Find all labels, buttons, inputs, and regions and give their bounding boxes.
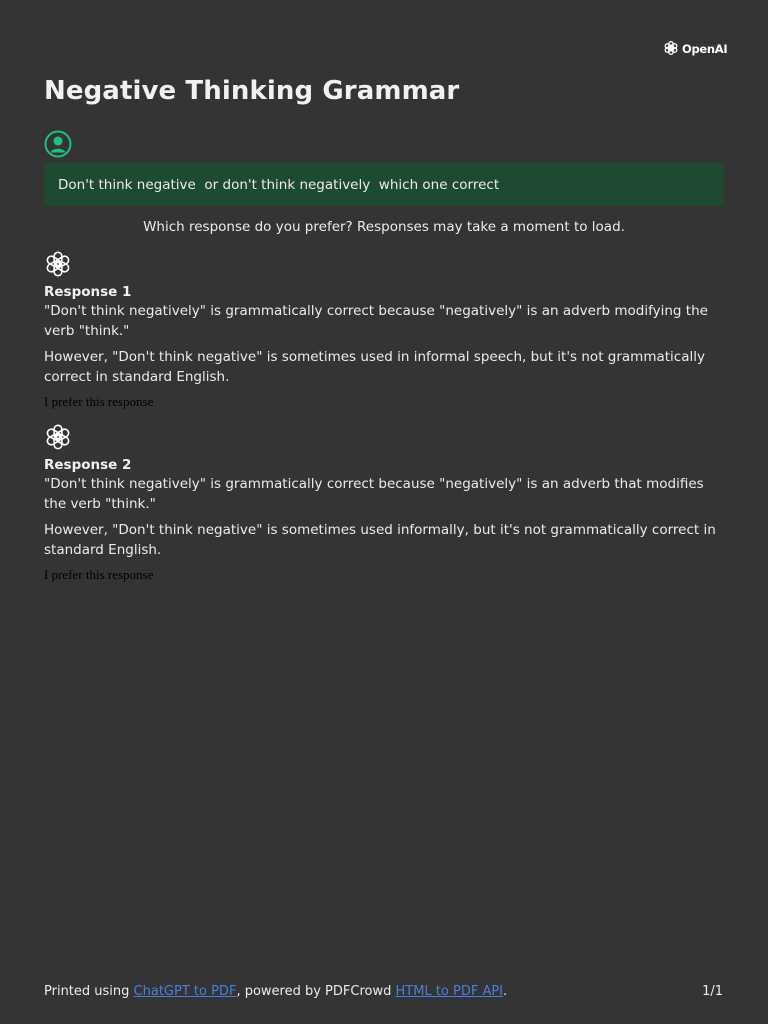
chatgpt-to-pdf-link[interactable]: ChatGPT to PDF: [133, 984, 237, 999]
user-avatar-icon: [44, 130, 72, 158]
openai-knot-icon: [663, 40, 679, 59]
response-block: [44, 456, 729, 583]
page-title: Negative Thinking Grammar: [44, 76, 460, 106]
footer-prefix: Printed using: [44, 984, 134, 999]
openai-logo: [663, 41, 727, 57]
html-to-pdf-api-link[interactable]: HTML to PDF API: [395, 984, 504, 999]
user-prompt: Don't think negative or don't think negatively which one correct: [44, 163, 724, 206]
page-number: 1/1: [702, 984, 723, 999]
footer-middle: , powered by PDFCrowd: [236, 984, 396, 999]
openai-knot-icon: [44, 250, 72, 278]
response-paragraph: "Don't think negatively" is grammatically correct because "negatively" is an adverb that modifies the verb "think.": [44, 476, 704, 512]
prefer-response-button[interactable]: I prefer this response: [44, 394, 154, 409]
preference-note: Which response do you prefer? Responses may take a moment to load.: [143, 219, 625, 235]
response-paragraph: However, "Don't think negative" is sometimes used informally, but it's not grammatically correct in standard English.: [44, 522, 716, 558]
response-heading: Response 1: [44, 284, 132, 300]
prefer-response-button[interactable]: I prefer this response: [44, 567, 154, 582]
footer: [44, 984, 507, 999]
openai-knot-icon: [44, 423, 72, 451]
footer-suffix: .: [503, 984, 508, 999]
response-heading: Response 2: [44, 457, 132, 473]
response-paragraph: "Don't think negatively" is grammatically correct because "negatively" is an adverb modifying the verb "think.": [44, 303, 708, 339]
openai-logo-text: OpenAI: [682, 42, 728, 56]
response-paragraph: However, "Don't think negative" is sometimes used in informal speech, but it's not grammatically correct in standard English.: [44, 349, 705, 385]
response-block: [44, 283, 729, 410]
